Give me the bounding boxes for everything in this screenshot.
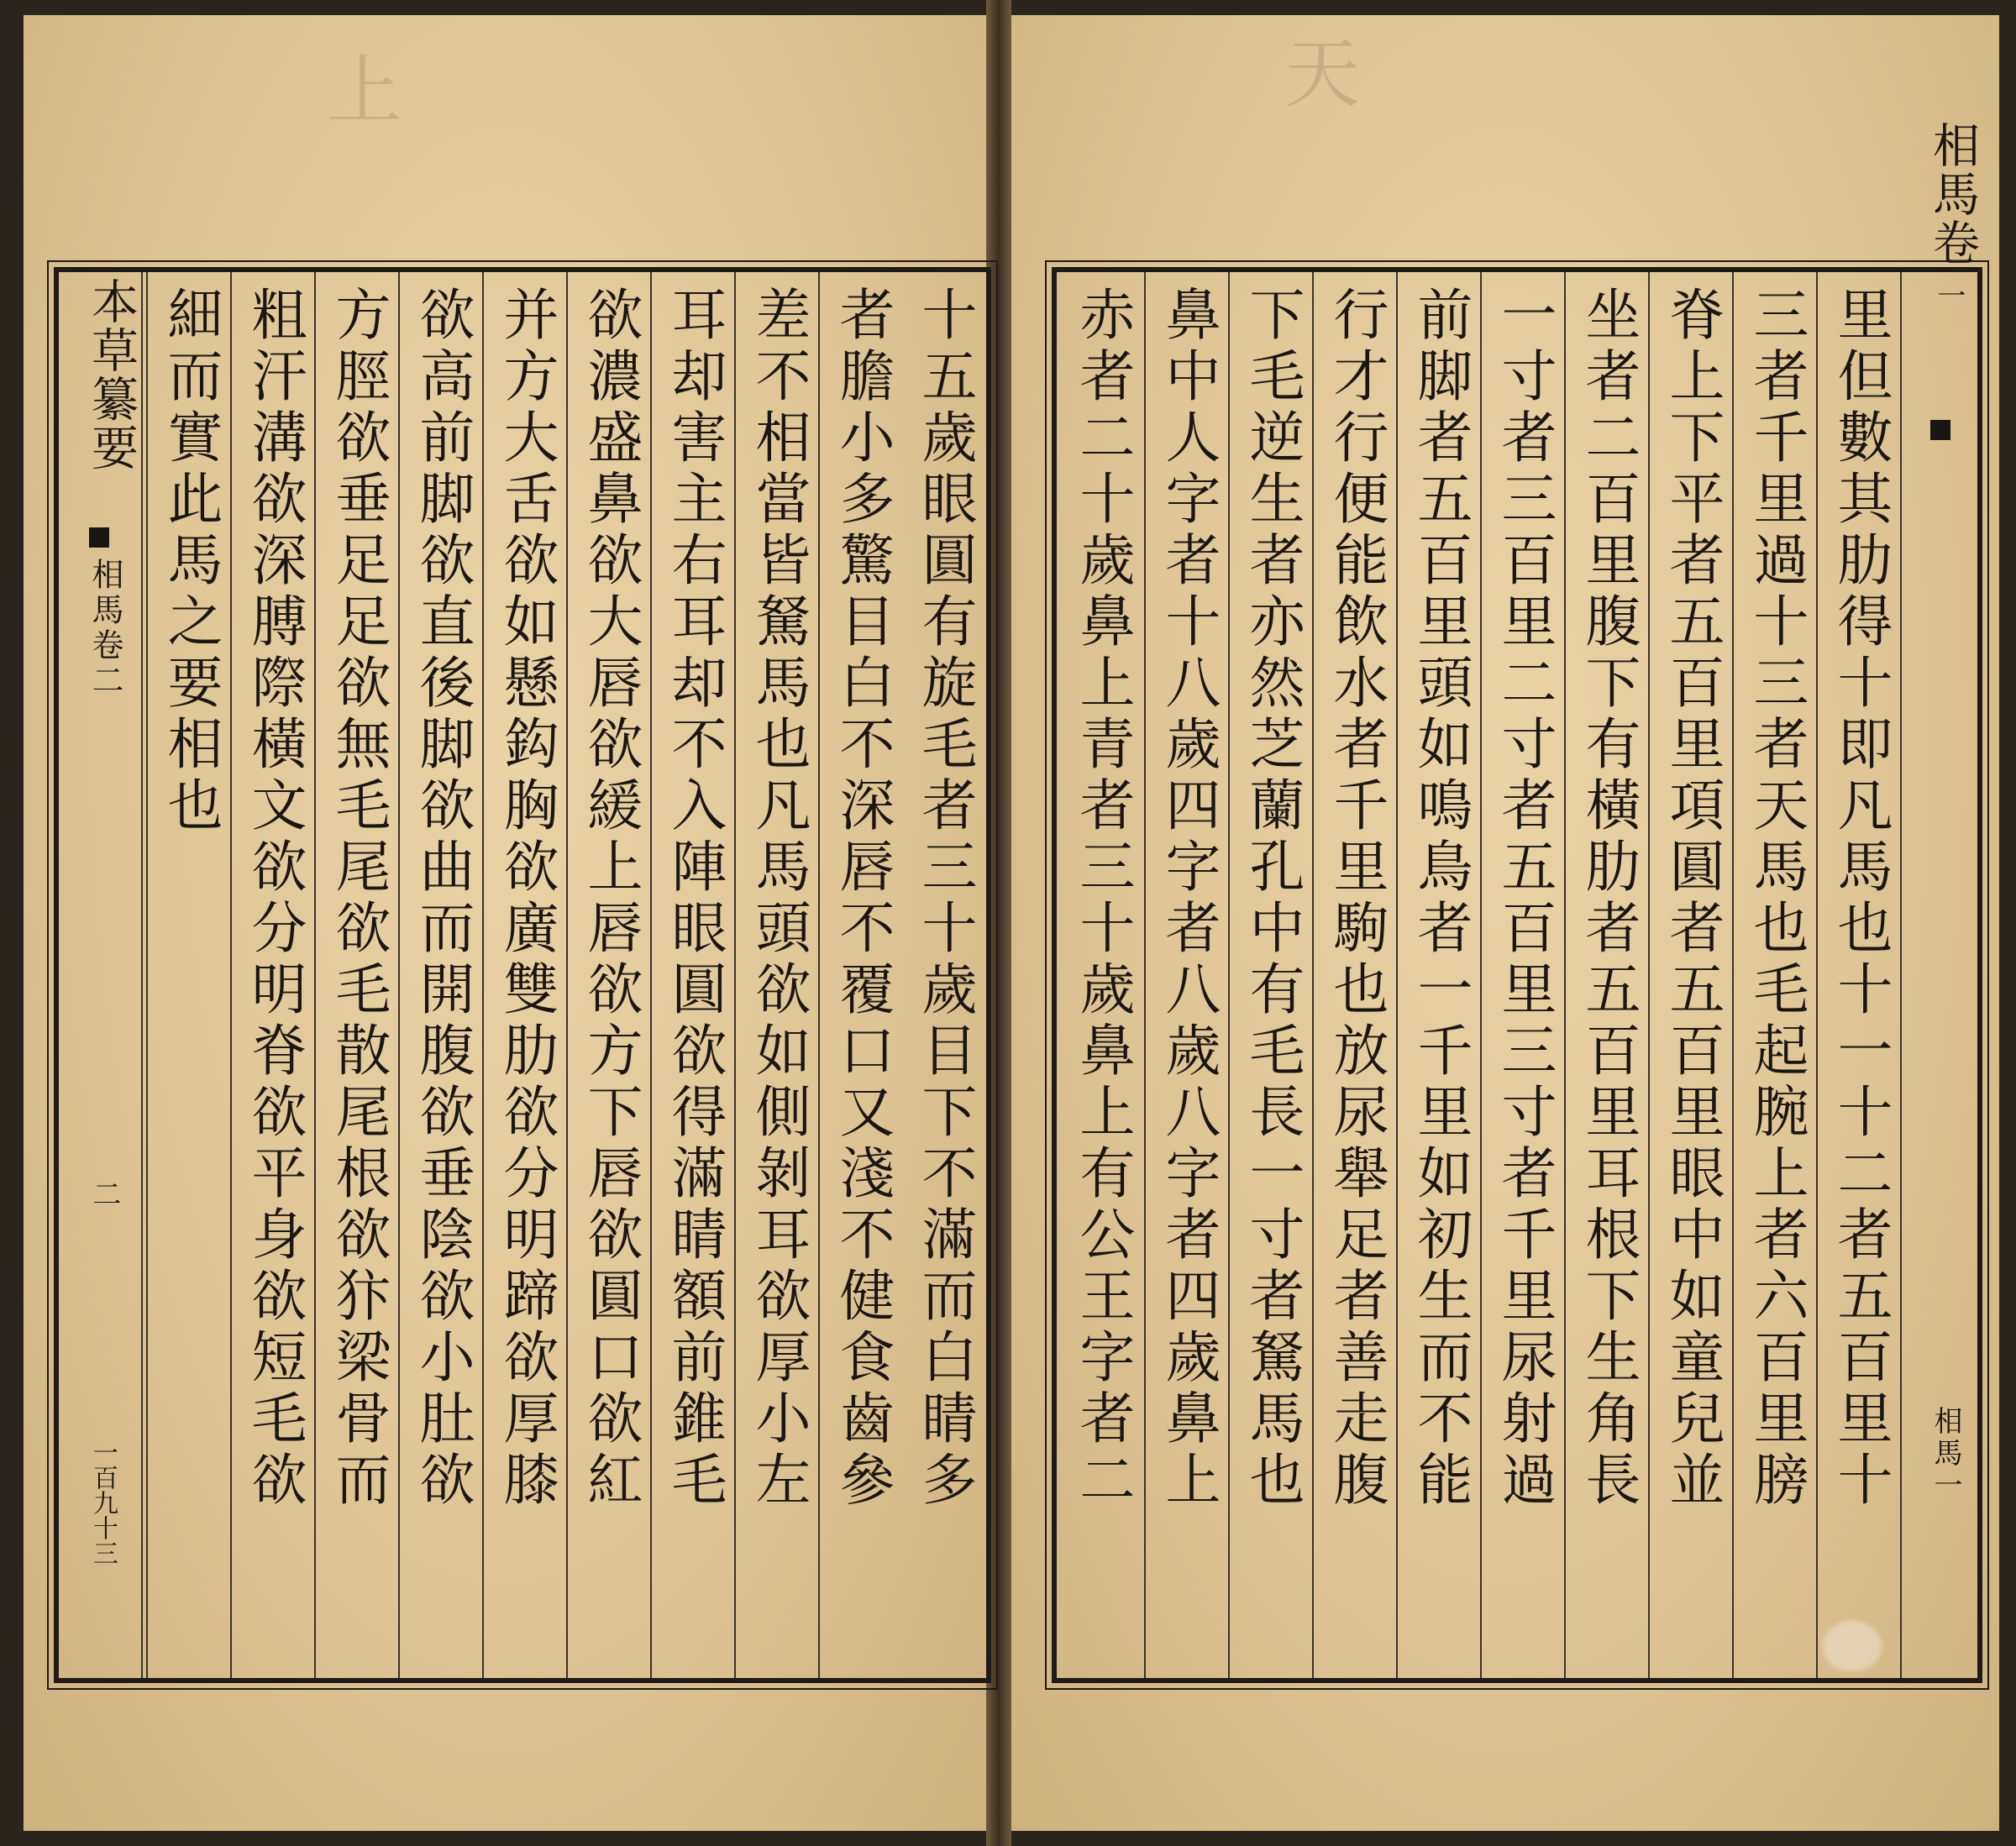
text-column [146,272,232,1678]
text-column [1732,272,1818,1678]
column-text: 十五歲眼圓有旋毛者三十歲目下不滿而白睛多 [912,286,977,1512]
column-text: 鼻中人字者十八歲四字者八歲八字者四歲鼻上 [1156,286,1221,1512]
column-text: 三者千里過十三者天馬也毛起腕上者六百里膀 [1744,286,1809,1512]
text-column [1228,272,1314,1678]
column-text: 并方大舌欲如懸鈎胸欲廣雙肋欲分明蹄欲厚膝 [494,286,559,1512]
text-column [1480,272,1566,1678]
text-column [1060,272,1144,1678]
text-column [482,272,568,1678]
column-text: 耳却害主右耳却不入陣眼圓欲得滿睛額前錐毛 [662,286,727,1512]
column-text: 細而實此馬之要相也 [158,286,223,837]
text-column [566,272,652,1678]
text-column [1396,272,1482,1678]
center-fold-strip [1900,121,1980,1678]
column-text: 方脛欲垂足足欲無毛尾欲毛散尾根欲犿梁骨而 [326,286,391,1512]
fishtail-mark [89,527,109,548]
book-title: 相馬卷 [1925,121,1980,267]
text-column [314,272,400,1678]
bleed-through-mark: 天 [1271,34,1359,109]
text-column [818,272,904,1678]
text-column [1648,272,1734,1678]
text-column [1312,272,1398,1678]
text-column [734,272,820,1678]
column-text: 差不相當皆駑馬也凡馬頭欲如側剝耳欲厚小左 [746,286,811,1512]
text-column [1564,272,1650,1678]
column-text: 前脚者五百里頭如鳴鳥者一千里如初生而不能 [1408,286,1473,1512]
chapter-label: 相馬一 [1929,1406,1962,1502]
column-text: 者膽小多驚目白不深唇不覆口又淺不健食齒參 [830,286,895,1512]
leaf-number: 二 [87,1179,121,1208]
column-text: 坐者二百里腹下有橫肋者五百里耳根下生角長 [1576,286,1641,1512]
text-column [230,272,316,1678]
column-text: 脊上下平者五百里項圓者五百里眼中如童兒並 [1660,286,1725,1512]
left-text-frame [54,267,991,1683]
text-column [650,272,736,1678]
column-text: 里但數其肋得十即凡馬也十一十二者五百里十 [1828,286,1893,1512]
chapter-label: 相馬卷二 [87,558,123,699]
fishtail-mark [1930,420,1950,440]
right-text-frame [1052,121,1982,1683]
column-text: 下毛逆生者亦然芝蘭孔中有毛長一寸者駑馬也 [1240,286,1305,1512]
column-text: 行才行便能飲水者千里駒也放尿舉足者善走腹 [1324,286,1389,1512]
book-title: 本草纂要 [84,277,139,472]
text-column [902,272,986,1678]
column-text: 欲濃盛鼻欲大唇欲緩上唇欲方下唇欲圓口欲紅 [578,286,643,1512]
column-text: 一寸者三百里二寸者五百里三寸者千里尿射過 [1492,286,1557,1512]
text-column [1816,272,1902,1678]
center-fold-strip [59,272,143,1678]
text-column [398,272,484,1678]
leaf-number: 一 [1932,281,1966,309]
column-text: 粗汗溝欲深膊際橫文欲分明脊欲平身欲短毛欲 [242,286,307,1512]
text-column [1144,272,1230,1678]
page-number: 一百九十三 [88,1440,118,1565]
bleed-through-mark: 上 [313,50,402,126]
column-text: 赤者二十歲鼻上青者三十歲鼻上有公王字者二 [1070,286,1135,1512]
column-text: 欲高前脚欲直後脚欲曲而開腹欲垂陰欲小肚欲 [410,286,475,1512]
